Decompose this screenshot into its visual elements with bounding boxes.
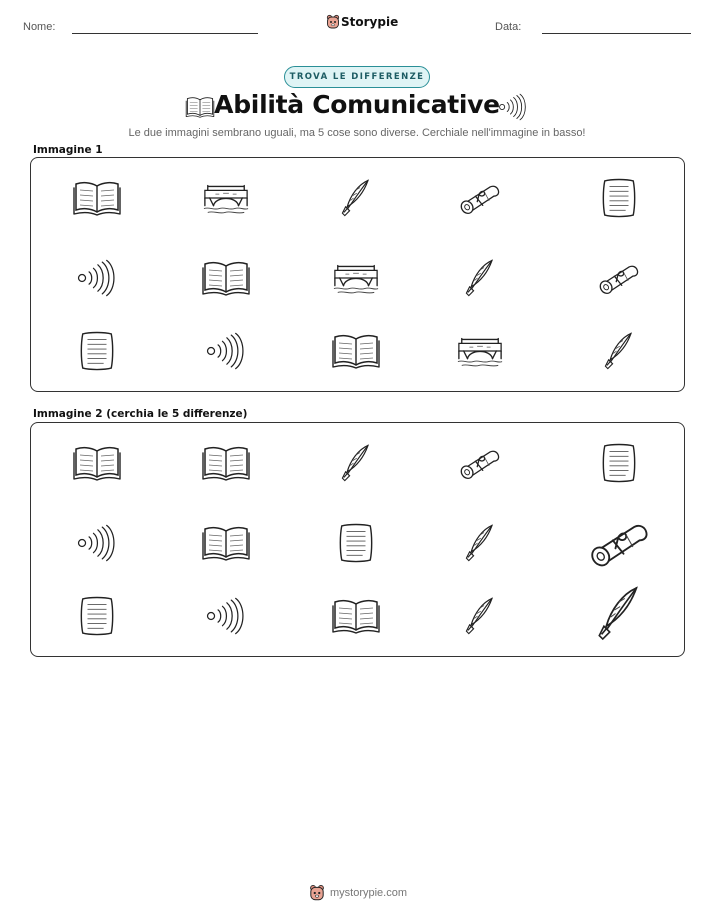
book-icon[interactable] [201, 443, 251, 483]
book-icon [72, 178, 122, 218]
paper-icon[interactable] [600, 441, 638, 485]
title-sound-icon [497, 92, 529, 122]
panel2-label: Immagine 2 (cerchia le 5 differenze) [33, 408, 248, 420]
bridge-icon [202, 178, 250, 218]
scroll-icon[interactable] [586, 514, 653, 572]
quill-icon[interactable] [460, 593, 500, 639]
book-icon[interactable] [72, 443, 122, 483]
scroll-icon[interactable] [457, 443, 503, 483]
page-title [0, 90, 714, 119]
date-label: Data: [495, 21, 522, 33]
brand-name: Storypie [341, 15, 399, 29]
panel1-label: Immagine 1 [33, 144, 103, 156]
title-text: Abilità Comunicative [214, 90, 500, 119]
book-icon [201, 258, 251, 298]
mascot-icon [326, 14, 340, 30]
sound-icon [75, 255, 119, 301]
date-line[interactable] [542, 33, 691, 34]
sound-icon[interactable] [204, 593, 248, 639]
book-icon[interactable] [331, 596, 381, 636]
paper-icon [600, 176, 638, 220]
footer-site: mystorypie.com [330, 887, 408, 899]
quill-icon [336, 175, 376, 221]
quill-icon [599, 328, 639, 374]
brand-logo [326, 14, 399, 32]
scroll-icon [596, 258, 642, 298]
book-icon [331, 331, 381, 371]
sound-icon [204, 328, 248, 374]
quill-icon[interactable] [336, 440, 376, 486]
book-icon[interactable] [201, 523, 251, 563]
name-line[interactable] [72, 33, 258, 34]
bridge-icon [332, 258, 380, 298]
name-label: Nome: [23, 21, 56, 33]
title-book-icon [183, 95, 217, 119]
paper-icon[interactable] [78, 594, 116, 638]
quill-icon[interactable] [460, 520, 500, 566]
bridge-icon [456, 331, 504, 371]
image-panel-2[interactable] [30, 422, 685, 657]
activity-badge: TROVA LE DIFFERENZE [284, 66, 430, 88]
instructions: Le due immagini sembrano uguali, ma 5 cose sono diverse. Cerchiale nell'immagine in basso! [128, 127, 586, 139]
quill-icon[interactable] [590, 580, 648, 647]
paper-icon[interactable] [337, 521, 375, 565]
sound-icon[interactable] [75, 520, 119, 566]
paper-icon [78, 329, 116, 373]
footer [309, 884, 419, 904]
quill-icon [460, 255, 500, 301]
image-panel-1 [30, 157, 685, 392]
scroll-icon [457, 178, 503, 218]
footer-mascot-icon [309, 884, 325, 902]
